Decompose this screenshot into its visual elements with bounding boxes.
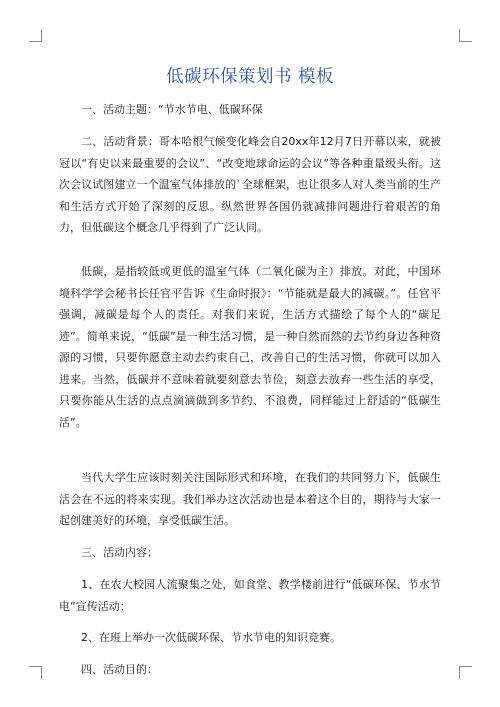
paragraph-activity-purpose-heading: 四、活动目的：	[81, 663, 158, 676]
crop-mark-top-right	[459, 29, 472, 42]
paragraph-content-item-1: 1、在农大校园人流聚集之处，如食堂、教学楼前进行“低碳环保、节水节电”宣传活动；	[59, 578, 441, 613]
paragraph-activity-background: 二、活动背景：哥本哈根气候变化峰会自20xx年12月7日开幕以来，就被冠以“有史以来最重要的会议”、“改变地球命运的会议”等各种重量级头衔。这次会议试图建立一个温室气体排放的`全球框架，也让很多人对人类当前的生产和生活方式开始了深刻的反思。纵然世界各国仍就减排问题进行着艰苦的角力，但低碳这个概念几乎得到了广泛认同。	[59, 135, 441, 234]
paragraph-content-item-2: 2、在班上举办一次低碳环保、节水节电的知识竞赛。	[81, 631, 341, 644]
crop-mark-top-left	[29, 29, 42, 42]
crop-mark-bottom-right	[459, 666, 472, 679]
paragraph-activity-theme: 一、活动主题：“节水节电、低碳环保	[81, 103, 263, 116]
paragraph-students-outlook: 当代大学生应该时刻关注国际形式和环境，在我们的共同努力下，低碳生活会在不远的将来实现。我们举办这次活动也是本着这个目的，期待与大家一起创建美好的环境，享受低碳生活。	[59, 471, 441, 527]
crop-mark-bottom-left	[29, 666, 42, 679]
paragraph-activity-content-heading: 三、活动内容：	[81, 546, 158, 559]
paragraph-low-carbon-definition: 低碳，是指较低或更低的温室气体（二氧化碳为主）排放。对此，中国环境科学学会秘书长任官平告诉《生命时报》：“节能就是最大的减碳。”。任官平强调，减碳是每个人的责任。对我们来说，生活方式描绘了每个人的“碳足迹”。简单来说，“低碳”是一种生活习惯，是一种自然而然的去节约身边各种资源的习惯，只要你愿意主动去约束自己，改善自己的生活习惯，你就可以加入进来。当然，低碳并不意味着就要刻意去节俭，刻意去放弃一些生活的享受，只要你能从生活的点点滴滴做到多节约、不浪费，同样能过上舒适的“低碳生活”。	[59, 265, 441, 429]
document-title: 低碳环保策划书 模板	[165, 67, 335, 87]
